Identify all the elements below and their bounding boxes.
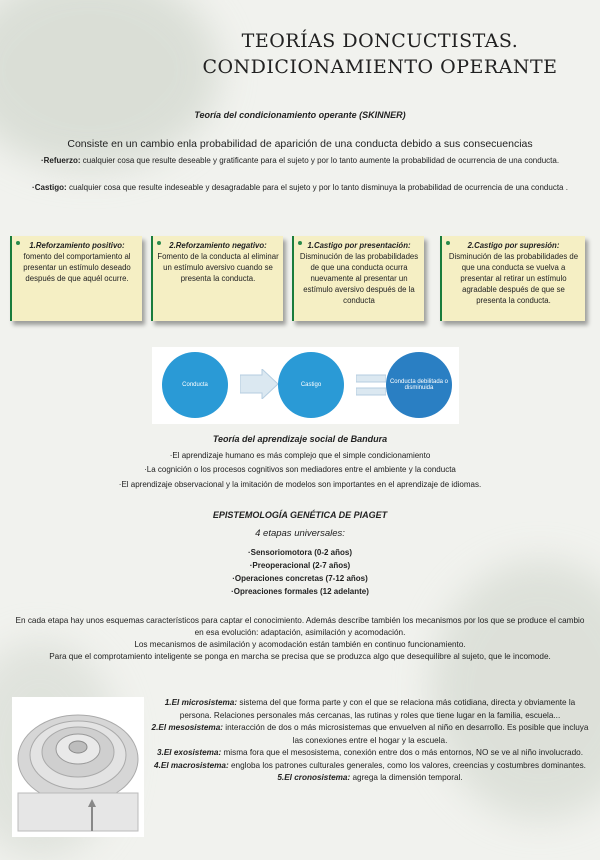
bandura-heading: Teoría del aprendizaje social de Bandura — [212, 434, 388, 444]
stage-item: ·Operaciones concretas (7-12 años) — [232, 574, 368, 583]
card-castigo-supresion: 2.Castigo por supresión: Disminución de las probabilidades de que una conducta se vuelva a presentar al retirar un estímulo agradable después de que se presenta la conducta. — [440, 236, 585, 321]
list-item: 1.El microsistema: sistema del que forma parte y con el que se relaciona más cotidiana, directa y obviamente la persona. Relaciones personales más cercanas, las rutinas y roles que tiene lugar en la familia, escuela... — [164, 698, 576, 720]
list-item: 5.El cronosistema: agrega la dimensión temporal. — [277, 773, 463, 782]
diagram-circle-conducta: Conducta — [162, 352, 228, 418]
stage-item: ·Sensoriomotora (0-2 años) — [247, 548, 352, 557]
skinner-heading: Teoría del condicionamiento operante (SKINNER) — [194, 110, 406, 120]
bandura-line-2: ·La cognición o los procesos cognitivos son mediadores entre el ambiente y la conducta — [144, 465, 456, 474]
card-castigo-presentacion: 1.Castigo por presentación: Disminución de las probabilidades de que una conducta ocurra nuevamente al presentar un estímulo aversivo después de la conducta — [292, 236, 424, 321]
list-item: 4.El macrosistema: engloba los patrones culturales generales, como los valores, creencias y costumbres dominantes. — [154, 760, 586, 770]
piaget-subheading: 4 etapas universales: — [255, 528, 345, 539]
bullet-icon — [157, 241, 161, 245]
refuerzo-definition: ·Refuerzo: cualquier cosa que resulte deseable y gratificante para el sujeto y por lo tanto aumente la probabilidad de ocurrencia de una conducta. — [40, 156, 560, 165]
diagram-circle-castigo: Castigo — [278, 352, 344, 418]
list-item: 3.El exosistema: misma fora que el mesosistema, conexión entre dos o más entornos, NO se ve al niño involucrado. — [157, 748, 583, 757]
bandura-line-3: ·El aprendizaje observacional y la imitación de modelos son importantes en el aprendizaje de idiomas. — [118, 480, 482, 489]
castigo-definition: ·Castigo: cualquier cosa que resulte indeseable y desagradable para el sujeto y por lo tanto disminuya la probabilidad de ocurrencia de una conducta . — [32, 183, 568, 192]
diagram-circle-conducta-debilitada: Conducta debilitada o disminuida — [386, 352, 452, 418]
arrow-right-icon — [240, 369, 280, 399]
card-reforzamiento-negativo: 2.Reforzamiento negativo: Fomento de la conducta al eliminar un estímulo aversivo cuando se presenta la conducta. — [151, 236, 283, 321]
skinner-intro: Consiste en un cambio enla probabilidad de aparición de una conducta debido a sus consecuencias — [67, 138, 533, 150]
list-item: 2.El mesosistema: interacción de dos o más microsistemas que envuelven al niño en desarrollo. Es posible que incluya las conexiones entre el hogar y la escuela. — [151, 723, 589, 745]
stage-item: ·Preoperacional (2-7 años) — [249, 561, 351, 570]
piaget-heading: EPISTEMOLOGÍA GENÉTICA DE PIAGET — [212, 510, 388, 520]
piaget-paragraph: En cada etapa hay unos esquemas característicos para captar el conocimiento. Además describe también los mecanismos por los que se produce el cambio en esa evolución: adaptación, asimilación y acomodación. Los mecanismos de asimilación y acomodación están también en continuo funcionamiento. Para que el comprotamiento inteligente se ponga en marcha se precisa que se produzca algo que desequilibre al sujeto, que le incomode. — [15, 616, 585, 661]
process-diagram — [152, 347, 459, 424]
equals-icon — [356, 373, 386, 397]
bullet-icon — [446, 241, 450, 245]
stage-item: ·Opreaciones formales (12 adelante) — [231, 587, 369, 596]
bandura-line-1: ·El aprendizaje humano es más complejo que el simple condicionamiento — [169, 451, 431, 460]
bullet-icon — [298, 241, 302, 245]
ecological-model-image — [12, 697, 144, 837]
page-title: TEORÍAS DONCUCTISTAS. CONDICIONAMIENTO OPERANTE — [202, 30, 558, 78]
card-reforzamiento-positivo: 1.Reforzamiento positivo: fomento del comportamiento al presentar un estímulo deseado después de que aquél ocurre. — [10, 236, 142, 321]
bullet-icon — [16, 241, 20, 245]
bronfenbrenner-list — [150, 697, 590, 785]
